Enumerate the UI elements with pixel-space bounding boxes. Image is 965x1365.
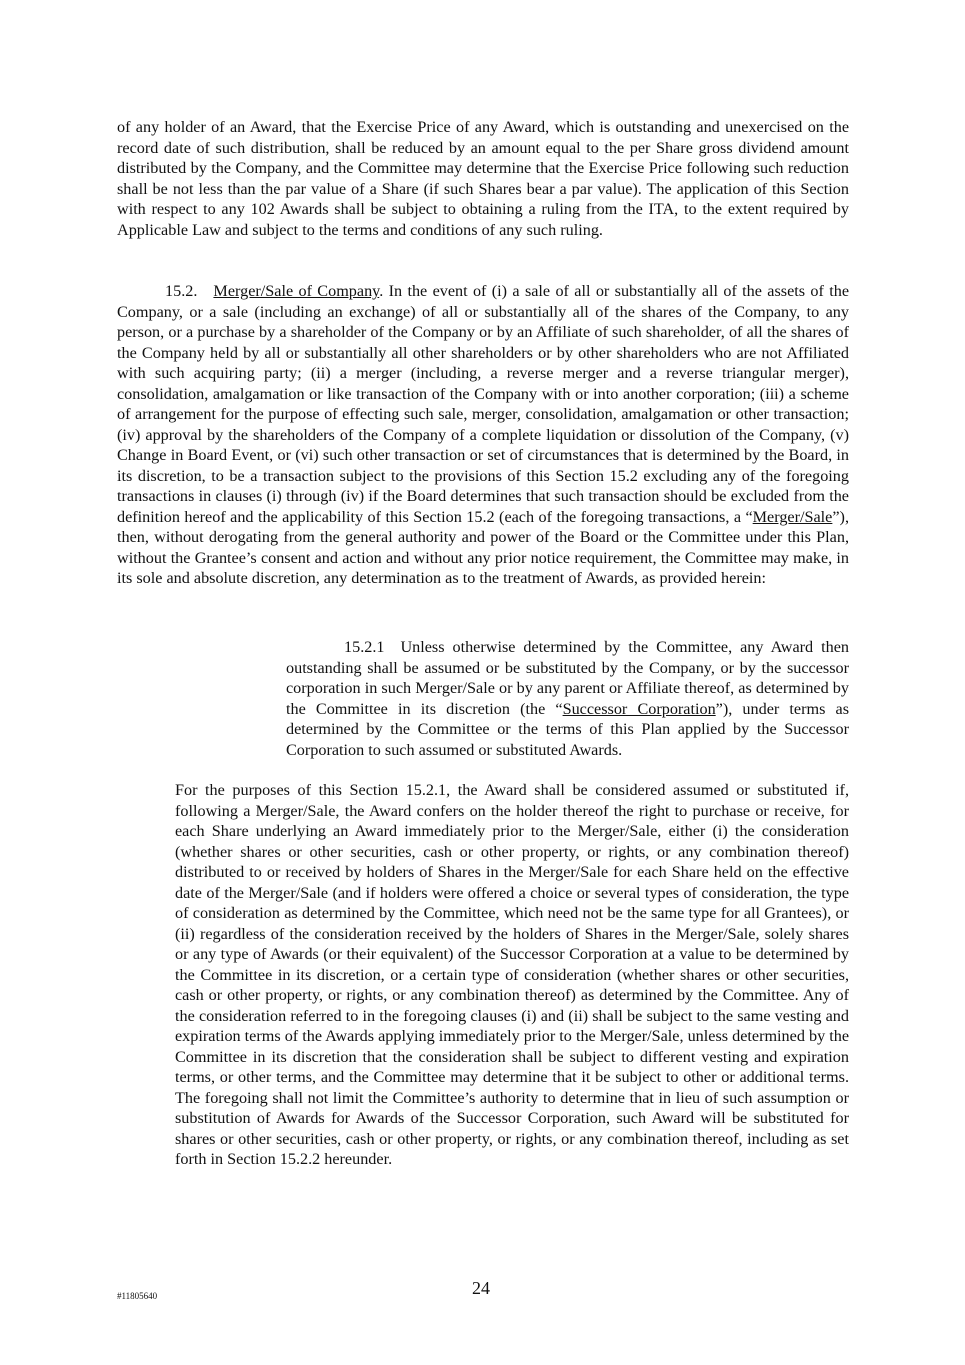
section-text: . In the event of (i) a sale of all or substantially all of the assets of the Company, or a sale (including an exchange) of all or substantially all of the shares of the Company, to any person, or a purchase by a shareholder of the Company or by an Affiliate of such shareholder, of all the shares of the Company held by all or substantially all other shareholders or by other shareholders who are not Affiliated with such acquiring party; (ii) a merger (including, a reverse merger and a reverse triangular merger), consolidation, amalgamation or like transaction of the Company with or into another corporation; (iii) a scheme of arrangement for the purpose of effecting such sale, merger, consolidation, amalgamation or other transaction; (iv) approval by the shareholders of the Company of a complete liquidation or dissolution of the Company, (v) Change in Board Event, or (vi) such other transaction or set of circumstances that is determined by the Board, in its discretion, to be a transaction subject to the provisions of this Section 15.2 excluding any of the foregoing transactions in clauses (i) through (iv) if the Board determines that such transaction should be excluded from the definition hereof and the applicability of this Section 15.2 (each of the foregoing transactions, a “ — [117, 282, 850, 526]
section-number: 15.2. — [165, 282, 214, 300]
page-number: 24 — [472, 1278, 490, 1298]
section-text: ”), then, without derogating from the general authority and power of the Board or the Committee under this Plan, without the Grantee’s consent and action and without any prior notice requirement, the Committee may make, in its sole and absolute discretion, any determination as to the treatment of Awards, as provided herein: — [117, 507, 849, 587]
section-heading: Merger/Sale of Company — [213, 282, 380, 300]
document-id: #11805640 — [117, 1291, 158, 1301]
assumption-paragraph: For the purposes of this Section 15.2.1, the Award shall be considered assumed or substituted if, following a Merger/Sale, the Award confers on the holder thereof the right to purchase or receive, for each Share underlying an Award immediately prior to the Merger/Sale, either (i) the consideration (whether shares or other securities, cash or other property, or rights, or any combination thereof) distributed to or received by holders of Shares in the Merger/Sale for each Share held on the effective date of the Merger/Sale (and if holders were offered a choice or several types of consideration, the type of consideration as determined by the Committee, which need not be the same type for all Grantees), or (ii) regardless of the consideration received by the holders of Shares in the Merger/Sale, solely shares or any type of Awards (or their equivalent) of the Successor Corporation at a value to be determined by the Committee in its discretion, or a certain type of consideration (whether shares or other securities, cash or other property, or rights, or any combination thereof) as determined by the Committee. Any of the consideration referred to in the foregoing clauses (i) and (ii) shall be subject to the same vesting and expiration terms of the Awards applying immediately prior to the Merger/Sale, unless determined by the Committee in its discretion that the consideration shall be subject to different vesting and expiration terms, or other terms, and the Committee may determine that it be subject to other or additional terms. The foregoing shall not limit the Committee’s authority to determine that in lieu of such assumption or substitution of Awards for Awards of the Successor Corporation, such Award will be substituted for shares or other securities, cash or other property, or rights, or any combination thereof, including as set forth in Section 15.2.2 hereunder. — [175, 781, 849, 1168]
defined-term: Merger/Sale — [752, 507, 833, 526]
section-15-2-1-paragraph — [286, 637, 849, 760]
section-text: 15.2.1 Unless otherwise determined by the Committee, any Award then outstanding shall be assumed or be substituted by the Company, or by the successor corporation in such Merger/Sale or by any parent or Affiliate thereof, as determined by the Committee in its discretion (the “ — [286, 638, 849, 718]
paragraph-continued: of any holder of an Award, that the Exercise Price of any Award, which is outstanding and unexercised on the record date of such distribution, shall be reduced by an amount equal to the per Share gross dividend amount distributed by the Company, and the Committee may determine that the Exercise Price following such reduction shall be not less than the par value of a Share (if such Shares bear a par value). The application of this Section with respect to any 102 Awards shall be subject to obtaining a ruling from the ITA, to the extent required by Applicable Law and subject to the terms and conditions of any such ruling. — [117, 118, 849, 239]
section-text: ”), under terms as determined by the Committee or the terms of this Plan applied by the Successor Corporation to such assumed or substituted Awards. — [286, 699, 849, 759]
section-15-2-paragraph — [117, 281, 849, 589]
defined-term: Successor Corporation — [562, 699, 716, 718]
